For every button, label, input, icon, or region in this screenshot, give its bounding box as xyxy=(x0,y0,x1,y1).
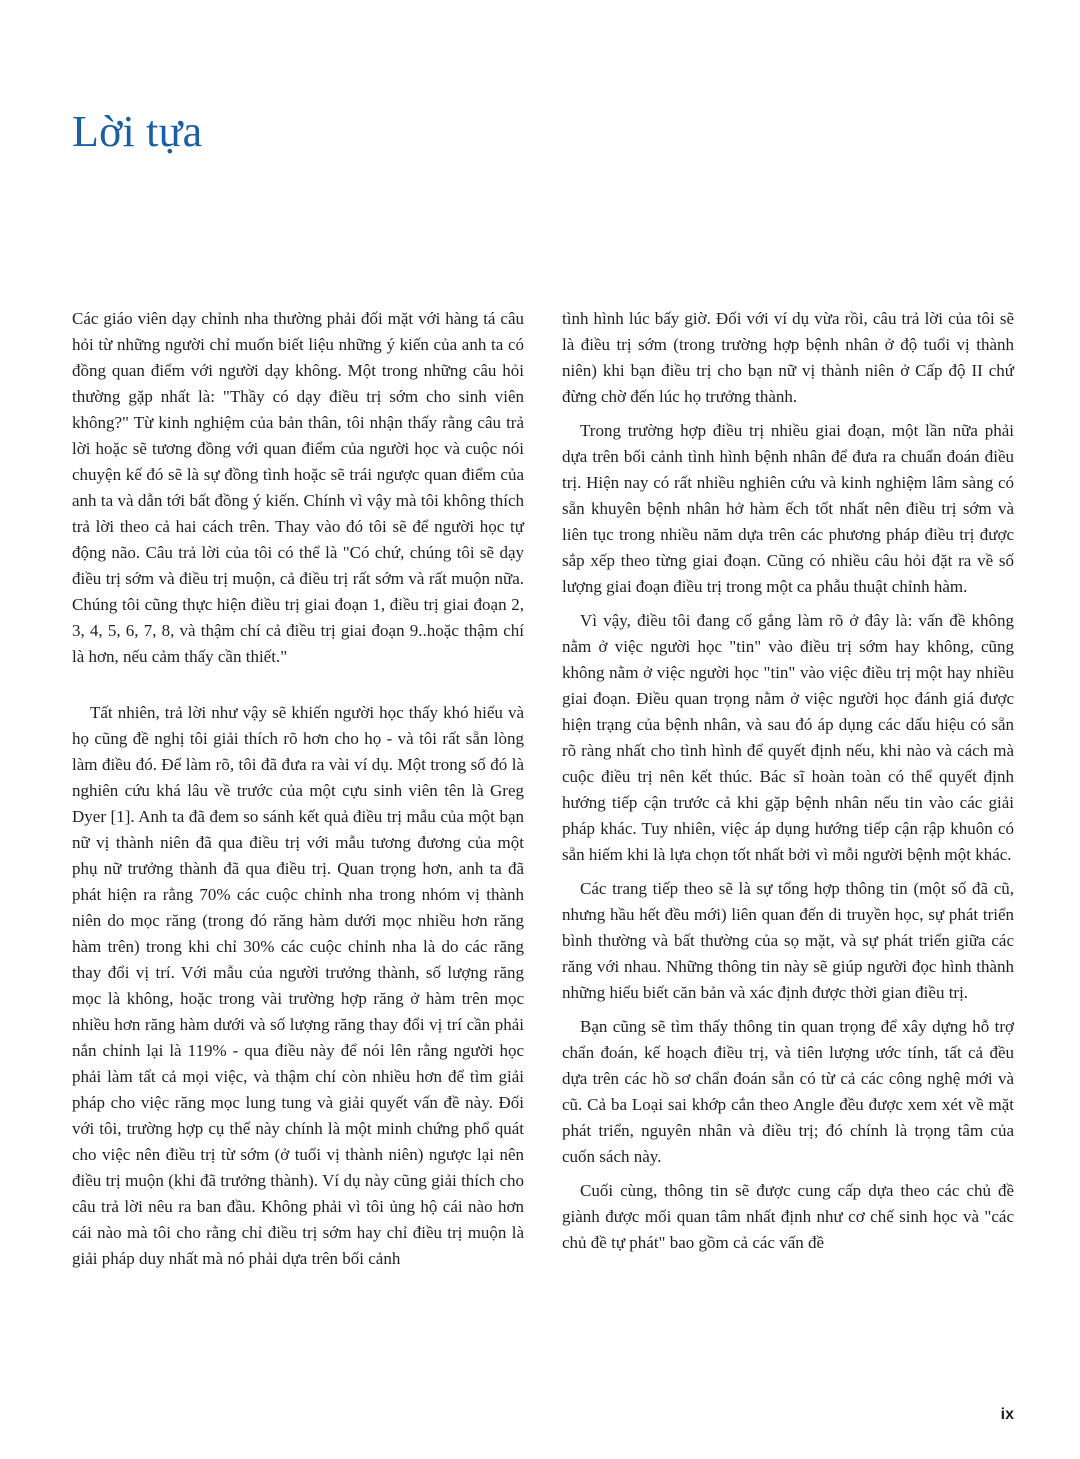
right-column xyxy=(562,306,1014,1256)
paragraph: tình hình lúc bấy giờ. Đối với ví dụ vừa rồi, câu trả lời của tôi sẽ là điều trị sớm (trong trường hợp bệnh nhân ở độ tuổi vị thành niên) khi bạn điều trị cho bạn nữ vị thành niên ở Cấp độ II chứ đừng chờ đến lúc họ trưởng thành. xyxy=(562,309,1014,406)
page-title: Lời tựa xyxy=(72,107,203,156)
paragraph: Bạn cũng sẽ tìm thấy thông tin quan trọng để xây dựng hỗ trợ chẩn đoán, kế hoạch điều trị, và tiên lượng ước tính, tất cả đều dựa trên các hồ sơ chẩn đoán sẵn có từ cả các công nghệ mới và cũ. Cả ba Loại sai khớp cắn theo Angle đều được xem xét về mặt phát triển, nguyên nhân và điều trị; đó chính là trọng tâm của cuốn sách này. xyxy=(562,1017,1014,1166)
paragraph: Cuối cùng, thông tin sẽ được cung cấp dựa theo các chủ đề giành được mối quan tâm nhất định như cơ chế sinh học và "các chủ đề tự phát" bao gồm cả các vấn đề xyxy=(562,1181,1014,1252)
paragraph: Trong trường hợp điều trị nhiều giai đoạn, một lần nữa phải dựa trên bối cảnh tình hình bệnh nhân để đưa ra chuẩn đoán điều trị. Hiện nay có rất nhiều nghiên cứu và kinh nghiệm lâm sàng có sẵn khuyên bệnh nhân hở hàm ếch tốt nhất nên điều trị sớm và liên tục trong nhiều năm dựa trên các phương pháp điều trị được sắp xếp theo từng giai đoạn. Cũng có nhiều câu hỏi đặt ra về số lượng giai đoạn điều trị trong một ca phẫu thuật chỉnh hàm. xyxy=(562,421,1014,596)
paragraph: Tất nhiên, trả lời như vậy sẽ khiến người học thấy khó hiểu và họ cũng đề nghị tôi giải thích rõ hơn cho họ - và tôi rất sẵn lòng làm điều đó. Để làm rõ, tôi đã đưa ra vài ví dụ. Một trong số đó là nghiên cứu khá lâu về trước của một cựu sinh viên tên là Greg Dyer [1]. Anh ta đã đem so sánh kết quả điều trị mẫu của một bạn nữ vị thành niên đã qua điều trị với mẫu tương đương của một phụ nữ trưởng thành đã qua điều trị. Quan trọng hơn, anh ta đã phát hiện ra rằng 70% các cuộc chỉnh nha trong nhóm vị thành niên do mọc răng (trong đó răng hàm dưới mọc nhiều hơn răng hàm trên) trong khi chỉ 30% các cuộc chỉnh nha là do các răng thay đổi vị trí. Với mẫu của người trưởng thành, số lượng răng mọc là không, hoặc trong vài trường hợp răng ở hàm trên mọc nhiều hơn răng hàm dưới và số lượng răng thay đổi vị trí cần phải nắn chỉnh lại là 119% - qua điều này để nói lên rằng người học phải làm tất cả mọi việc, và thậm chí còn nhiều hơn để tìm giải pháp cho việc răng mọc lung tung và giải quyết vấn đề này. Đối với tôi, trường hợp cụ thể này chính là một minh chứng phổ quát cho việc nên điều trị từ sớm (ở tuổi vị thành niên) ngược lại nên điều trị muộn (khi đã trưởng thành). Ví dụ này cũng giải thích cho câu trả lời nêu ra ban đầu. Không phải vì tôi ủng hộ cái nào hơn cái nào mà tôi cho rằng chỉ điều trị sớm hay chỉ điều trị muộn là giải pháp duy nhất mà nó phải dựa trên bối cảnh xyxy=(72,703,524,1268)
paragraph: Các trang tiếp theo sẽ là sự tổng hợp thông tin (một số đã cũ, nhưng hầu hết đều mới) liên quan đến di truyền học, sự phát triển bình thường và bất thường của sọ mặt, và sự phát triển giữa các răng với nhau. Những thông tin này sẽ giúp người đọc hình thành những hiểu biết căn bản và xác định được thời gian điều trị. xyxy=(562,879,1014,1002)
paragraph: Vì vậy, điều tôi đang cố gắng làm rõ ở đây là: vấn đề không nằm ở việc người học "tin" vào điều trị sớm hay không, cũng không nằm ở việc người học "tin" vào việc điều trị một hay nhiều giai đoạn. Điều quan trọng nằm ở việc người học đánh giá được hiện trạng của bệnh nhân, và sau đó áp dụng các dấu hiệu có sẵn rõ ràng nhất cho tình hình để quyết định nếu, khi nào và cách mà cuộc điều trị nên kết thúc. Bác sĩ hoàn toàn có thể quyết định hướng tiếp cận trước cả khi gặp bệnh nhân nếu tin vào các giải pháp khác. Tuy nhiên, việc áp dụng hướng tiếp cận rập khuôn có sẵn hiếm khi là lựa chọn tốt nhất bởi vì mỗi người bệnh một khác. xyxy=(562,611,1014,864)
paragraph: Các giáo viên dạy chỉnh nha thường phải đối mặt với hàng tá câu hỏi từ những người chỉ muốn biết liệu những ý kiến của anh ta có đồng quan điểm với người dạy không. Một trong những câu hỏi thường gặp nhất là: "Thầy có dạy điều trị sớm cho sinh viên không?" Từ kinh nghiệm của bản thân, tôi nhận thấy rằng câu trả lời hoặc sẽ tương đồng với quan điểm của người học và cuộc nói chuyện kế đó sẽ là sự đồng tình hoặc sẽ trái ngược quan điểm của anh ta và dẫn tới bất đồng ý kiến. Chính vì vậy mà tôi không thích trả lời theo cả hai cách trên. Thay vào đó tôi sẽ để người học tự động não. Câu trả lời của tôi có thể là "Có chứ, chúng tôi sẽ dạy điều trị sớm và điều trị muộn, cả điều trị rất sớm và rất muộn nữa. Chúng tôi cũng thực hiện điều trị giai đoạn 1, điều trị giai đoạn 2, 3, 4, 5, 6, 7, 8, và thậm chí cả điều trị giai đoạn 9..hoặc thậm chí là hơn, nếu cảm thấy cần thiết." xyxy=(72,309,524,666)
left-column xyxy=(72,306,524,1272)
page-number: ix xyxy=(1000,1406,1014,1423)
